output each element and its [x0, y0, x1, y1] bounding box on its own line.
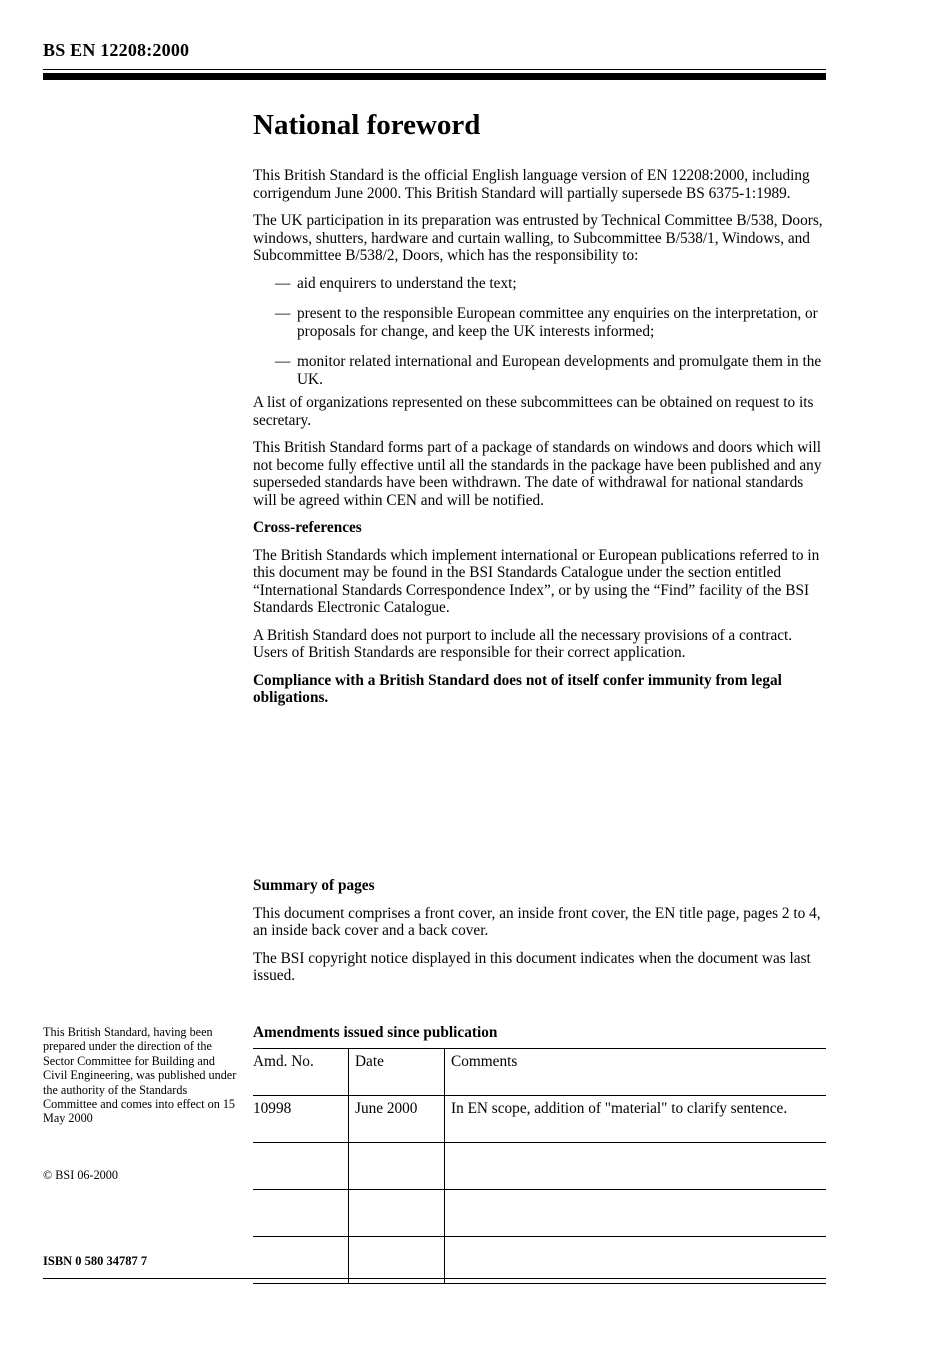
organizations-paragraph: A list of organizations represented on these subcommittees can be obtained on request to its secretary. [253, 394, 814, 429]
document-id-header: BS EN 12208:2000 [43, 40, 190, 60]
comments-cell [445, 1143, 827, 1190]
responsibility-list [253, 275, 827, 389]
comments-cell [445, 1237, 827, 1284]
table-row [253, 1190, 826, 1237]
list-item [253, 275, 827, 293]
date-cell [349, 1190, 445, 1237]
amd-no-cell: 10998 [253, 1096, 349, 1143]
summary-heading: Summary of pages [253, 877, 375, 894]
summary-of-pages-section [253, 877, 827, 995]
intro-paragraph: This British Standard is the official English language version of EN 12208:2000, including corrigendum June 2000. This British Standard will partially supersede BS 6375-1:1989. [253, 167, 810, 202]
amd-no-cell [253, 1237, 349, 1284]
column-header-amd-no: Amd. No. [253, 1049, 349, 1096]
amd-no-cell [253, 1190, 349, 1237]
isbn-number: ISBN 0 580 34787 7 [43, 1254, 148, 1268]
amendments-table [253, 1048, 826, 1284]
table-row [253, 1143, 826, 1190]
column-header-date: Date [349, 1049, 445, 1096]
amendments-title: Amendments issued since publication [253, 1024, 498, 1041]
table-row [253, 1237, 826, 1284]
page-title: National foreword [253, 109, 481, 141]
list-item-text: present to the responsible European committee any enquiries on the interpretation, or proposals for change, and keep the UK interests informed; [297, 305, 818, 340]
summary-paragraph: This document comprises a front cover, an inside front cover, the EN title page, pages 2 to 4, an inside back cover and a back cover. [253, 904, 821, 939]
participation-paragraph: The UK participation in its preparation was entrusted by Technical Committee B/538, Doors, windows, shutters, hardware and curtain walling, to Subcommittee B/538/1, Windows, and Subcommittee B/538/2, Doors, which has the responsibility to: [253, 212, 823, 264]
provisions-paragraph: A British Standard does not purport to include all the necessary provisions of a contract. Users of British Standards are responsible for their correct application. [253, 626, 793, 661]
copyright-notice-paragraph: The BSI copyright notice displayed in this document indicates when the document was last issued. [253, 949, 811, 984]
date-cell: June 2000 [349, 1096, 445, 1143]
column-header-comments: Comments [445, 1049, 827, 1096]
list-dash: — [275, 353, 291, 370]
footer-rule [43, 1278, 826, 1279]
date-cell [349, 1143, 445, 1190]
cross-references-paragraph: The British Standards which implement international or European publications referred to in this document may be found in the BSI Standards Catalogue under the section entitled “International Standards Correspondence Index”, or by using the “Find” facility of the BSI Standards Electronic Catalogue. [253, 546, 820, 616]
cross-references-heading: Cross-references [253, 519, 362, 536]
table-header-row [253, 1049, 826, 1096]
list-item-text: aid enquirers to understand the text; [297, 274, 517, 292]
compliance-statement: Compliance with a British Standard does not of itself confer immunity from legal obligations. [253, 671, 782, 706]
header-rule-thick [43, 73, 826, 80]
national-foreword-section [253, 108, 827, 717]
table-row [253, 1096, 826, 1143]
list-dash: — [275, 305, 291, 322]
list-dash: — [275, 274, 291, 292]
list-item [253, 353, 827, 388]
header-rule-thin [43, 69, 826, 70]
amd-no-cell [253, 1143, 349, 1190]
copyright-line: © BSI 06-2000 [43, 1168, 118, 1182]
list-item [253, 305, 827, 340]
list-item-text: monitor related international and European developments and promulgate them in the UK. [297, 353, 822, 388]
date-cell [349, 1237, 445, 1284]
publication-note: This British Standard, having been prepared under the direction of the Sector Committee for Building and Civil Engineering, was published under the authority of the Standards Committee and comes into effect on 15 May 2000 [43, 1025, 237, 1126]
package-paragraph: This British Standard forms part of a package of standards on windows and doors which will not become fully effective until all the standards in the package have been published and any superseded standards have been withdrawn. The date of withdrawal for national standards will be agreed within CEN and will be notified. [253, 439, 822, 509]
comments-cell: In EN scope, addition of "material" to clarify sentence. [445, 1096, 827, 1143]
comments-cell [445, 1190, 827, 1237]
